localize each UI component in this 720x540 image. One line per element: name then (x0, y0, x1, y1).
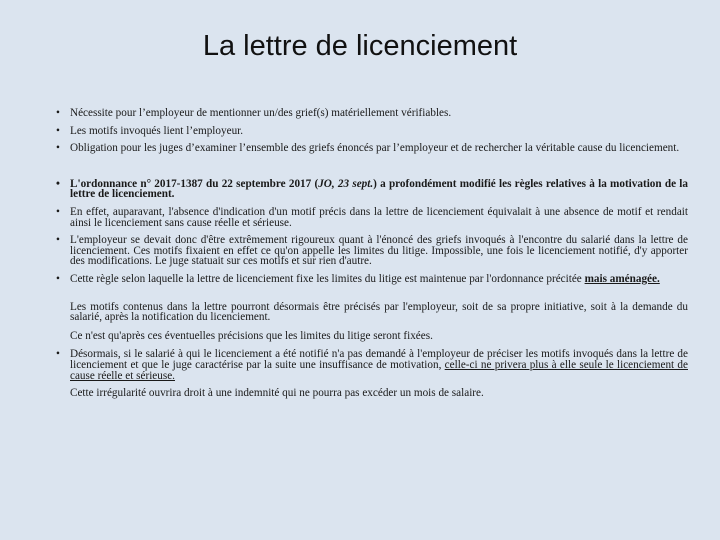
regle-text: Cette règle selon laquelle la lettre de licenciement fixe les limites du litige est maintenue par l'ordonnance précitée (70, 272, 585, 285)
bullet-en-effet: • En effet, auparavant, l'absence d'indication d'un motif précis dans la lettre de licenciement équivalait à une absence de motif et rendait ainsi le licenciement sans cause réelle et sérieuse. (56, 207, 688, 228)
slide-content (56, 108, 688, 407)
slide-title: La lettre de licenciement (202, 30, 518, 62)
bullet-obligation-juges: • Obligation pour les juges d’examiner l’ensemble des griefs énoncés par l’employeur et de rechercher la véritable cause du licenciement. (56, 143, 688, 154)
bullet-employeur-rigoureux: • L'employeur se devait donc d'être extrêmement rigoureux quant à l'énoncé des griefs invoqués à l'encontre du salarié dans la lettre de licenciement. Ces motifs fixaient en effet ce qu'on appelle les limites du litige. Impossible, une fois le licenciement notifié, d'y apporter des modifications. Le juge statuait sur ces motifs et sur rien d'autre. (56, 235, 688, 267)
bullet-desormais (56, 349, 688, 381)
paragraph-motifs-precises: Les motifs contenus dans la lettre pourront désormais être précisés par l'employeur, soit de sa propre initiative, soit à la demande du salarié, après la notification du licenciement. (70, 300, 688, 324)
ordonnance-journal-ref: JO, 23 sept. (318, 177, 374, 190)
regle-emphasis: mais aménagée. (584, 272, 660, 285)
ordonnance-text-post: ) a profondément modifié les règles relatives à la motivation de la lettre de licenciement. (70, 177, 688, 201)
bullet-regle-maintenue (56, 274, 688, 285)
spacer (56, 161, 688, 179)
desormais-text: Désormais, si le salarié à qui le licenciement a été notifié n'a pas demandé à l'employeur de préciser les motifs invoqués dans la lettre de licenciement et que le juge caractérise par la suite une insuffisance de motivation, (70, 348, 688, 371)
bullet-ordonnance (56, 179, 688, 200)
paragraph-irregularite: Cette irrégularité ouvrira droit à une indemnité qui ne pourra pas excéder un mois de salaire. (70, 387, 484, 400)
bullet-motifs-lient: • Les motifs invoqués lient l’employeur. (56, 126, 688, 137)
desormais-emphasis: celle-ci ne privera plus à elle seule le licenciement de cause réelle et sérieuse. (70, 358, 688, 382)
ordonnance-text-pre: L'ordonnance n° 2017-1387 du 22 septembre 2017 ( (70, 177, 319, 190)
paragraph-apres-precisions: Ce n'est qu'après ces éventuelles précisions que les limites du litige seront fixées. (70, 329, 433, 342)
bullet-grief: • Nécessite pour l’employeur de mentionner un/des grief(s) matériellement vérifiables. (56, 108, 688, 119)
